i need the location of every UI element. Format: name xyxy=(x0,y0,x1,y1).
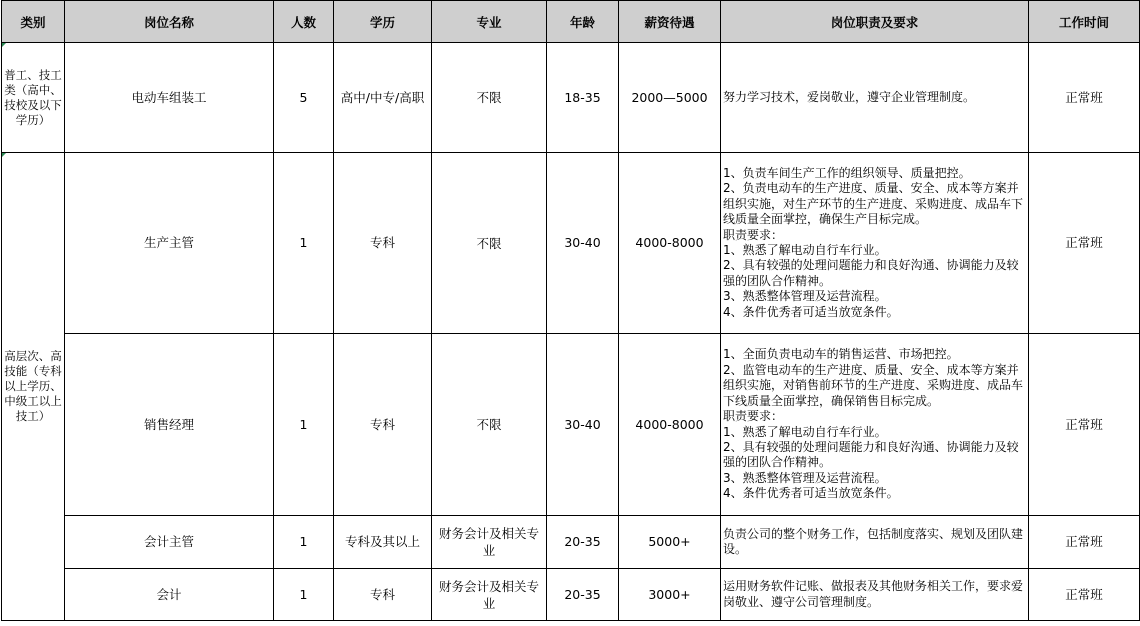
duty-line: 1、熟悉了解电动自行车行业。 xyxy=(723,424,887,439)
header-major: 专业 xyxy=(432,1,547,43)
duty-line: 职责要求： xyxy=(723,409,784,424)
major-cell: 不限 xyxy=(432,153,547,334)
duties-cell xyxy=(721,569,1029,621)
hours-cell: 正常班 xyxy=(1029,43,1140,153)
salary-cell: 2000—5000 xyxy=(619,43,721,153)
duty-line: 1、负责车间生产工作的组织领导、质量把控。 xyxy=(723,165,971,180)
education-cell: 专科 xyxy=(334,569,432,621)
header-age: 年龄 xyxy=(547,1,619,43)
education-cell: 高中/中专/高职 xyxy=(334,43,432,153)
major-cell: 财务会计及相关专业 xyxy=(432,569,547,621)
hours-cell: 正常班 xyxy=(1029,153,1140,334)
age-cell: 18-35 xyxy=(547,43,619,153)
salary-cell: 4000-8000 xyxy=(619,334,721,516)
header-salary: 薪资待遇 xyxy=(619,1,721,43)
table-row xyxy=(2,569,1140,621)
duty-line: 2、具有较强的处理问题能力和良好沟通、协调能力及较强的团队合作精神。 xyxy=(723,439,1019,470)
hours-cell: 正常班 xyxy=(1029,569,1140,621)
salary-cell: 3000+ xyxy=(619,569,721,621)
header-count: 人数 xyxy=(274,1,334,43)
table-row xyxy=(2,516,1140,569)
duty-line: 负责公司的整个财务工作，包括制度落实、规划及团队建设。 xyxy=(723,526,1024,556)
count-cell: 1 xyxy=(274,516,334,569)
category-cell-general: 普工、技工类（高中、技校及以下学历） xyxy=(2,43,65,153)
position-cell: 生产主管 xyxy=(65,153,274,334)
header-education: 学历 xyxy=(334,1,432,43)
duty-line: 1、全面负责电动车的销售运营、市场把控。 xyxy=(723,347,959,362)
position-cell: 电动车组装工 xyxy=(65,43,274,153)
duty-line: 运用财务软件记账、做报表及其他财务相关工作，要求爱岗敬业、遵守公司管理制度。 xyxy=(723,579,1024,609)
table-row xyxy=(2,153,1140,334)
table-row xyxy=(2,43,1140,153)
header-category: 类别 xyxy=(2,1,65,43)
category-cell-senior: 高层次、高技能（专科以上学历、中级工以上技工） xyxy=(2,153,65,621)
position-cell: 会计主管 xyxy=(65,516,274,569)
salary-cell: 5000+ xyxy=(619,516,721,569)
age-cell: 30-40 xyxy=(547,153,619,334)
count-cell: 1 xyxy=(274,334,334,516)
education-cell: 专科 xyxy=(334,153,432,334)
major-cell: 财务会计及相关专业 xyxy=(432,516,547,569)
duty-line: 努力学习技术，爱岗敬业，遵守企业管理制度。 xyxy=(723,89,976,104)
duties-cell xyxy=(721,334,1029,516)
count-cell: 1 xyxy=(274,153,334,334)
position-cell: 会计 xyxy=(65,569,274,621)
duty-line: 3、熟悉整体管理及运营流程。 xyxy=(723,470,887,485)
header-hours: 工作时间 xyxy=(1029,1,1140,43)
duty-line: 4、条件优秀者可适当放宽条件。 xyxy=(723,486,899,501)
duty-line: 1、熟悉了解电动自行车行业。 xyxy=(723,243,887,257)
count-cell: 1 xyxy=(274,569,334,621)
age-cell: 20-35 xyxy=(547,516,619,569)
major-cell: 不限 xyxy=(432,43,547,153)
duty-line: 4、条件优秀者可适当放宽条件。 xyxy=(723,304,899,319)
position-cell: 销售经理 xyxy=(65,334,274,516)
duty-line: 3、熟悉整体管理及运营流程。 xyxy=(723,289,887,304)
duty-line: 2、具有较强的处理问题能力和良好沟通、协调能力及较强的团队合作精神。 xyxy=(723,258,1019,288)
count-cell: 5 xyxy=(274,43,334,153)
header-position: 岗位名称 xyxy=(65,1,274,43)
major-cell: 不限 xyxy=(432,334,547,516)
education-cell: 专科及其以上 xyxy=(334,516,432,569)
duties-cell xyxy=(721,516,1029,569)
duty-line: 2、监管电动车的生产进度、质量、安全、成本等方案并组织实施，对销售前环节的生产进度、采购进度、成品车下线质量全面掌控，确保销售目标完成。 xyxy=(723,362,1024,408)
table-row xyxy=(2,334,1140,516)
header-duties: 岗位职责及要求 xyxy=(721,1,1029,43)
duties-cell xyxy=(721,43,1029,153)
hours-cell: 正常班 xyxy=(1029,516,1140,569)
salary-cell: 4000-8000 xyxy=(619,153,721,334)
hours-cell: 正常班 xyxy=(1029,334,1140,516)
duty-line: 职责要求： xyxy=(723,227,784,242)
duties-cell xyxy=(721,153,1029,334)
age-cell: 30-40 xyxy=(547,334,619,516)
duty-line: 2、负责电动车的生产进度、质量、安全、成本等方案并组织实施，对生产环节的生产进度、采购进度、成品车下线质量全面掌控，确保生产目标完成。 xyxy=(723,181,1024,227)
education-cell: 专科 xyxy=(334,334,432,516)
header-row xyxy=(2,1,1140,43)
age-cell: 20-35 xyxy=(547,569,619,621)
recruitment-table xyxy=(1,0,1140,621)
